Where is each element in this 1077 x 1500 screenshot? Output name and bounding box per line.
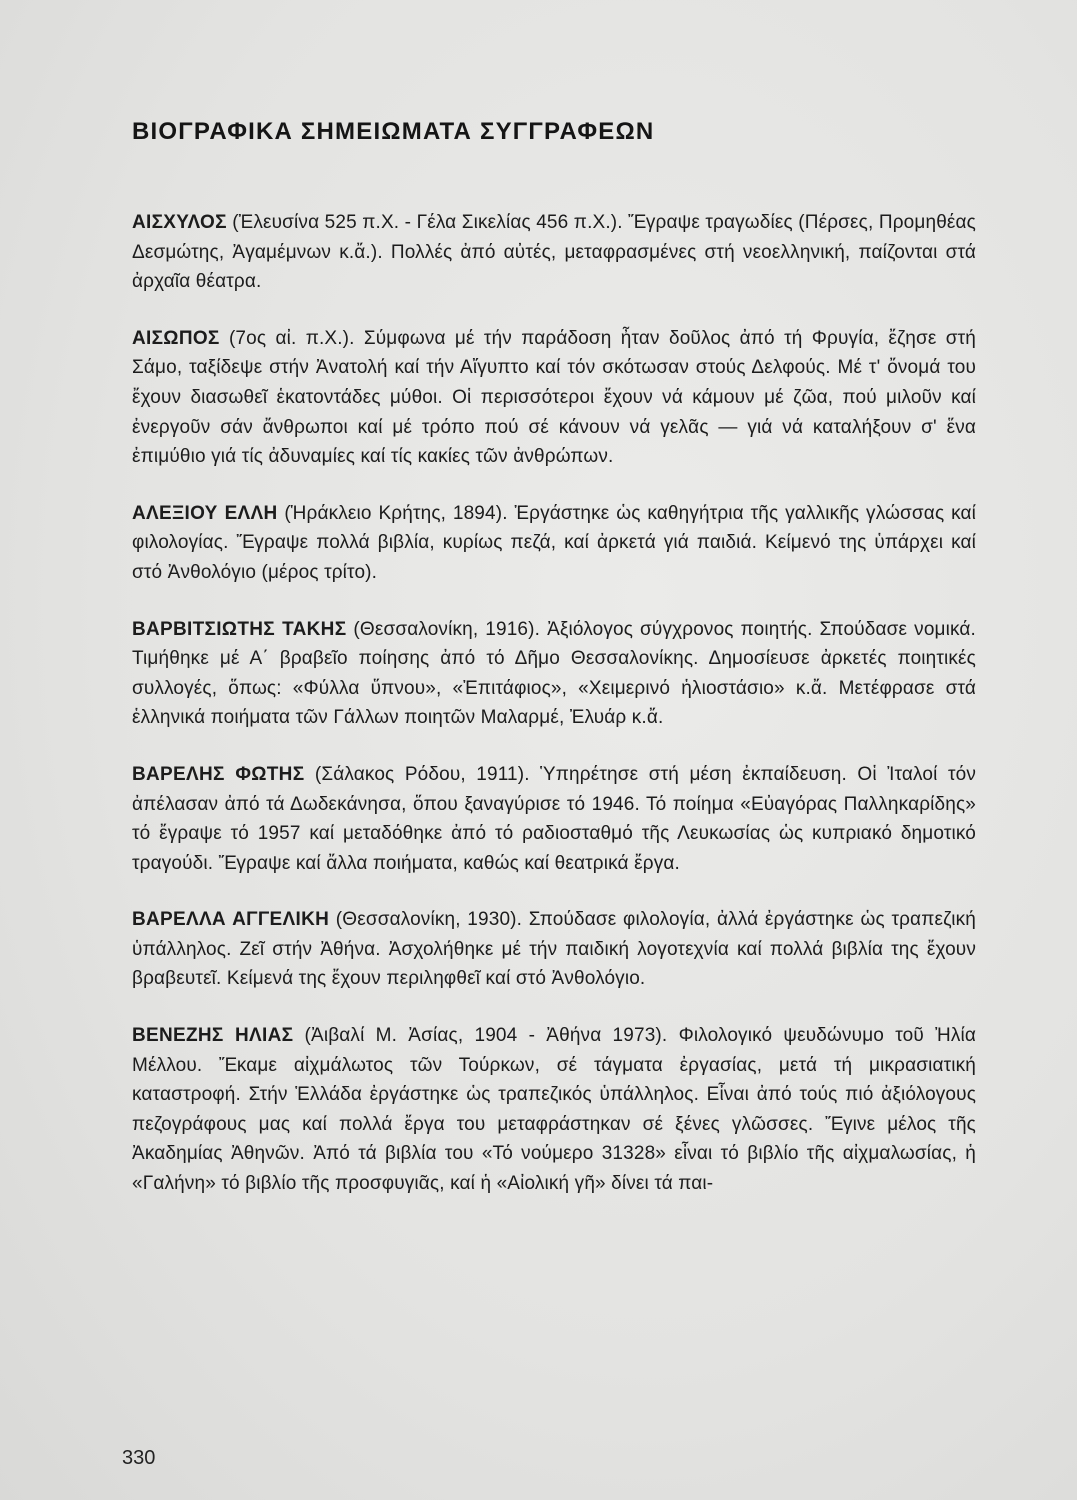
author-name: ΒΑΡΒΙΤΣΙΩΤΗΣ ΤΑΚΗΣ [132, 618, 347, 640]
author-bio: (Ἡράκλειο Κρήτης, 1894). Ἐργάστηκε ὡς καθηγήτρια τῆς γαλλικῆς γλώσσας καί φιλολογίας. Ἔγραψε πολλά βιβλία, κυρίως πεζά, καί ἀρκετά γιά παιδιά. Κείμενό της ὑπάρχει καί στό Ἀνθολόγιο (μέρος τρίτο). [132, 502, 976, 583]
biography-list [132, 208, 976, 1226]
biography-entry-varelis [132, 760, 976, 878]
author-bio: (Ἐλευσίνα 525 π.Χ. - Γέλα Σικελίας 456 π.Χ.). Ἔγραψε τραγωδίες (Πέρσες, Προμηθέας Δεσμώτης, Ἀγαμέμνων κ.ἄ.). Πολλές ἀπό αὐτές, μεταφρασμένες στή νεοελληνική, παίζονται στά ἀρχαῖα θέατρα. [132, 212, 976, 293]
author-bio: (Σάλακος Ρόδου, 1911). Ὑπηρέτησε στή μέση ἐκπαίδευση. Οἱ Ἰταλοί τόν ἀπέλασαν ἀπό τά Δωδεκάνησα, ὅπου ξαναγύρισε τό 1946. Τό ποίημα «Εὐαγόρας Παλληκαρίδης» τό ἔγραψε τό 1957 καί μεταδόθηκε ἀπό τό ραδιοσταθμό τῆς Λευκωσίας ὡς κυπριακό δημοτικό τραγούδι. Ἔγραψε καί ἄλλα ποιήματα, καθώς καί θεατρικά ἔργα. [132, 763, 977, 874]
author-name: ΒΑΡΕΛΗΣ ΦΩΤΗΣ [132, 763, 305, 785]
biography-entry-aisopos [132, 324, 976, 472]
author-bio: (7ος αἰ. π.Χ.). Σύμφωνα μέ τήν παράδοση ἦταν δοῦλος ἀπό τή Φρυγία, ἔζησε στή Σάμο, ταξίδεψε στήν Ἀνατολή καί τήν Αἴγυπτο καί τόν σκότωσαν στούς Δελφούς. Μέ τ' ὄνομά του ἔχουν διασωθεῖ ἑκατοντάδες μύθοι. Οἱ περισσότεροι ἔχουν νά κάμουν μέ ζῶα, πού μιλοῦν καί ἐνεργοῦν σάν ἄνθρωποι καί μέ τρόπο πού σέ κάνουν νά γελᾶς — γιά νά καταλήξουν σ' ἕνα ἐπιμύθιο γιά τίς ἀδυναμίες καί τίς κακίες τῶν ἀνθρώπων. [132, 327, 976, 468]
biography-entry-aischylos [132, 208, 976, 297]
biography-entry-alexiou [132, 499, 976, 588]
biography-entry-varvitsiotis [132, 615, 976, 733]
author-name: ΑΛΕΞΙΟΥ ΕΛΛΗ [132, 502, 278, 524]
page-number: 330 [122, 1447, 156, 1469]
biography-entry-varella [132, 905, 976, 994]
author-bio: (Θεσσαλονίκη, 1930). Σπούδασε φιλολογία, ἀλλά ἐργάστηκε ὡς τραπεζική ὑπάλληλος. Ζεῖ στήν Ἀθήνα. Ἀσχολήθηκε μέ τήν παιδική λογοτεχνία καί πολλά βιβλία της ἔχουν βραβευτεῖ. Κείμενά της ἔχουν περιληφθεῖ καί στό Ἀνθολόγιο. [132, 909, 976, 990]
author-name: ΑΙΣΧΥΛΟΣ [132, 212, 227, 233]
author-name: ΑΙΣΩΠΟΣ [132, 327, 220, 349]
author-name: ΒΕΝΕΖΗΣ ΗΛΙΑΣ [132, 1025, 294, 1047]
author-bio: (Ἀιβαλί Μ. Ἀσίας, 1904 - Ἀθήνα 1973). Φιλολογικό ψευδώνυμο τοῦ Ἠλία Μέλλου. Ἔκαμε αἰχμάλωτος τῶν Τούρκων, σέ τάγματα ἐργασίας, μετά τή μικρασιατική καταστροφή. Στήν Ἑλλάδα ἐργάστηκε ὡς τραπεζικός ὑπάλληλος. Εἶναι ἀπό τούς πιό ἀξιόλογους πεζογράφους μας καί πολλά ἔργα του μεταφράστηκαν σέ ξένες γλῶσσες. Ἔγινε μέλος τῆς Ἀκαδημίας Ἀθηνῶν. Ἀπό τά βιβλία του «Τό νούμερο 31328» εἶναι τό βιβλίο τῆς αἰχμαλωσίας, ἡ «Γαλήνη» τό βιβλίο τῆς προσφυγιᾶς, καί ἡ «Αἰολική γῆ» δίνει τά παι- [132, 1025, 976, 1195]
biography-entry-venezis [132, 1021, 976, 1199]
author-name: ΒΑΡΕΛΛΑ ΑΓΓΕΛΙΚΗ [132, 909, 330, 931]
author-bio: (Θεσσαλονίκη, 1916). Ἀξιόλογος σύγχρονος ποιητής. Σπούδασε νομικά. Τιμήθηκε μέ Α΄ βραβεῖο ποίησης ἀπό τό Δῆμο Θεσσαλονίκης. Δημοσίευσε ἀρκετές ποιητικές συλλογές, ὅπως: «Φύλλα ὕπνου», «Ἐπιτάφιος», «Χειμερινό ἡλιοστάσιο» κ.ἄ. Μετέφρασε στά ἑλληνικά ποιήματα τῶν Γάλλων ποιητῶν Μαλαρμέ, Ἐλυάρ κ.ἄ. [132, 618, 976, 729]
page-heading: ΒΙΟΓΡΑΦΙΚΑ ΣΗΜΕΙΩΜΑΤΑ ΣΥΓΓΡΑΦΕΩΝ [132, 118, 655, 145]
